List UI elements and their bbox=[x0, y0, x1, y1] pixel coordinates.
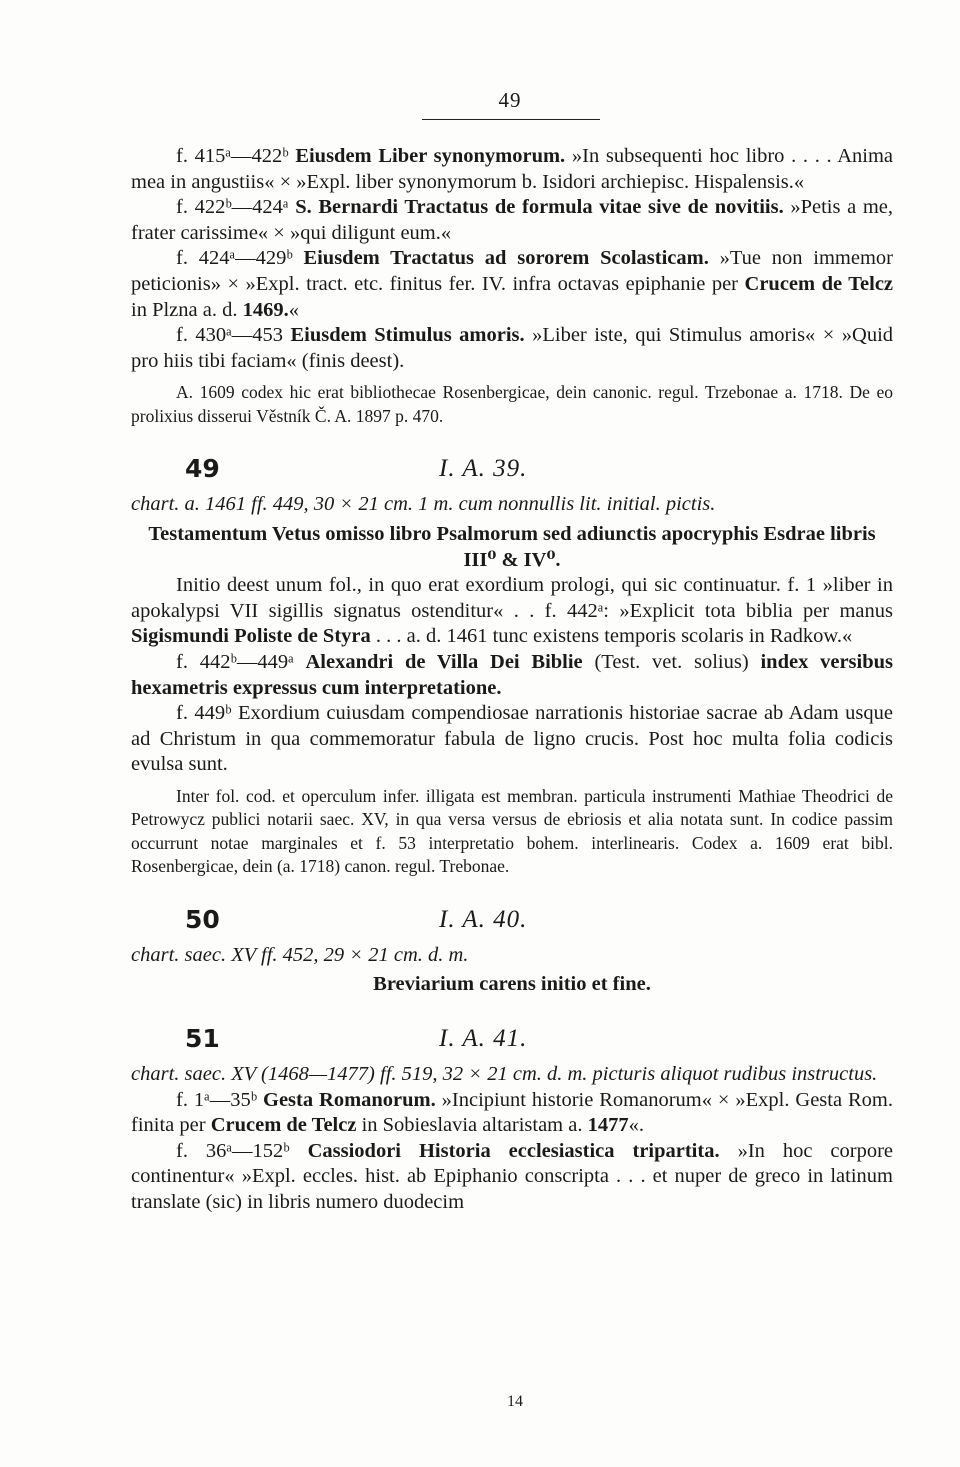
year: 1477 bbox=[587, 1114, 629, 1137]
closing-quote: « bbox=[288, 298, 299, 321]
work-title: Eiusdem Stimulus amoris. bbox=[290, 324, 525, 347]
work-title: Cassiodori Historia ecclesiastica tripartita. bbox=[307, 1139, 720, 1162]
body-text: (Test. vet. solius) bbox=[594, 650, 749, 673]
shelf-mark: I. A. 40. bbox=[439, 905, 528, 933]
folio-ref: f. 424ᵃ—429ᵇ bbox=[176, 247, 293, 270]
entry-number: 51 bbox=[185, 1024, 220, 1054]
header-rule bbox=[422, 119, 600, 120]
scribe-name: Crucem de Telcz bbox=[744, 272, 894, 295]
folio-ref: f. 1ᵃ—35ᵇ bbox=[176, 1088, 258, 1111]
entry-heading-51 bbox=[131, 1022, 893, 1062]
description-text: chart. a. 1461 ff. 449, 30 × 21 cm. 1 m. cum nonnullis lit. initial. pictis. bbox=[131, 493, 716, 516]
entry-number: 49 bbox=[185, 454, 220, 484]
paragraph-gesta bbox=[131, 1088, 893, 1139]
incipit-text: »In subsequenti hoc libro . . . . Anima mea in angustiis« × »Expl. liber synonymorum b. Isidori archiepisc. Hispalensis.« bbox=[131, 145, 894, 193]
body-text: Initio deest unum fol., in quo erat exordium prologi, qui sic continuatur. f. 1 »liber in apokalypsi VII sigillis signatus ostenditur« . . f. 442ᵃ: »Explicit tota biblia per manus bbox=[131, 574, 893, 622]
paragraph-alexandri bbox=[131, 650, 893, 701]
closing-quote: «. bbox=[628, 1114, 644, 1137]
provenance-note: Inter fol. cod. et operculum infer. illigata est membran. particula instrumenti Mathiae Theodrici de Petrowycz publici notarii saec. XV, in qua versa versus de ebriosis et alia notata sunt. In codice passim occurrunt notae marginales et f. 53 interpretatio bohem. interlinearis. Codex a. 1609 erat bibl. Rosenbergicae, dein (a. 1718) canon. regul. Trebonae. bbox=[131, 785, 893, 877]
work-title: Alexandri de Villa Dei Biblie bbox=[305, 650, 583, 673]
incipit-text: »Petis a me, frater carissime« × »qui diligunt eum.« bbox=[131, 196, 894, 244]
work-title: Eiusdem Liber synonymorum. bbox=[295, 145, 566, 167]
provenance-note: A. 1609 codex hic erat bibliothecae Rosenbergicae, dein canonic. regul. Trzebonae a. 1718. De eo prolixius disserui Věstník Č. A. 1897 p. 470. bbox=[131, 382, 893, 426]
year: 1469. bbox=[242, 298, 289, 321]
folio-ref: f. 415ᵃ—422ᵇ bbox=[176, 145, 289, 167]
folio-ref: f. 442ᵇ—449ᵃ bbox=[176, 650, 294, 673]
codex-title bbox=[131, 972, 893, 998]
body-text: . . . a. d. 1461 tunc existens temporis scolaris in Radkow.« bbox=[375, 625, 853, 648]
scribe-name: Crucem de Telcz bbox=[210, 1114, 357, 1137]
text-column bbox=[131, 144, 893, 1216]
paragraph-initio bbox=[131, 573, 893, 650]
description-text: chart. saec. XV ff. 452, 29 × 21 cm. d. m. bbox=[131, 943, 469, 966]
incipit-text: »Tue non immemor peticionis» × »Expl. tract. etc. finitus fer. IV. infra octavas epiphanie per bbox=[131, 247, 893, 295]
codex-description bbox=[131, 1062, 893, 1088]
footer-number: 14 bbox=[507, 1393, 523, 1410]
entry-heading-50 bbox=[131, 903, 893, 943]
folio-ref: f. 36ᵃ—152ᵇ bbox=[176, 1139, 290, 1162]
page-number: 49 bbox=[498, 88, 522, 112]
codex-description bbox=[131, 943, 893, 969]
body-text: in Sobieslavia altaristam a. bbox=[361, 1114, 583, 1137]
codex-description bbox=[131, 492, 893, 518]
scribe-name: Sigismundi Poliste de Styra bbox=[131, 625, 371, 648]
title-text: Testamentum Vetus omisso libro Psalmorum sed adiunctis apocryphis Esdrae libris III⁰ & IV⁰. bbox=[148, 522, 876, 571]
paragraph-scolasticam bbox=[131, 246, 893, 323]
paragraph-liber-synonymorum bbox=[131, 144, 893, 195]
shelf-mark: I. A. 41. bbox=[439, 1025, 528, 1053]
title-text: Breviarium carens initio et fine. bbox=[373, 973, 651, 996]
body-text: »Incipiunt historie Romanorum« × »Expl. Gesta Rom. finita per bbox=[131, 1088, 893, 1137]
work-title: index versibus hexametris expressus cum interpretatione. bbox=[131, 650, 893, 699]
paragraph-bernardi bbox=[131, 195, 893, 246]
work-title: S. Bernardi Tractatus de formula vitae sive de novitiis. bbox=[295, 196, 784, 219]
paragraph-cassiodori bbox=[131, 1139, 893, 1216]
shelf-mark: I. A. 39. bbox=[439, 455, 528, 483]
work-title: Gesta Romanorum. bbox=[263, 1088, 436, 1111]
folio-ref: f. 430ᵃ—453 bbox=[176, 324, 284, 347]
folio-ref: f. 422ᵇ—424ᵃ bbox=[176, 196, 289, 219]
entry-number: 50 bbox=[185, 904, 220, 934]
work-title: Eiusdem Tractatus ad sororem Scolasticam. bbox=[303, 247, 709, 270]
paragraph-stimulus bbox=[131, 323, 893, 374]
incipit-text: in Plzna a. d. bbox=[131, 298, 238, 321]
body-text: »In hoc corpore continentur« »Expl. eccles. hist. ab Epiphanio conscripta . . . et nuper de greco in latinum translate (sic) in libris numero duodecim bbox=[131, 1139, 894, 1214]
entry-heading-49 bbox=[131, 452, 893, 492]
description-text: chart. saec. XV (1468—1477) ff. 519, 32 × 21 cm. d. m. picturis aliquot rudibus instructus. bbox=[131, 1063, 878, 1086]
codex-title bbox=[131, 522, 893, 573]
incipit-text: »Liber iste, qui Stimulus amoris« × »Quid pro hiis tibi faciam« (finis deest). bbox=[131, 324, 894, 372]
paragraph-exordium: f. 449ᵇ Exordium cuiusdam compendiosae narrationis historiae sacrae ab Adam usque ad Christum in qua commemoratur fabula de ligno crucis. Post hoc multa folia codicis evulsa sunt. bbox=[131, 702, 893, 776]
